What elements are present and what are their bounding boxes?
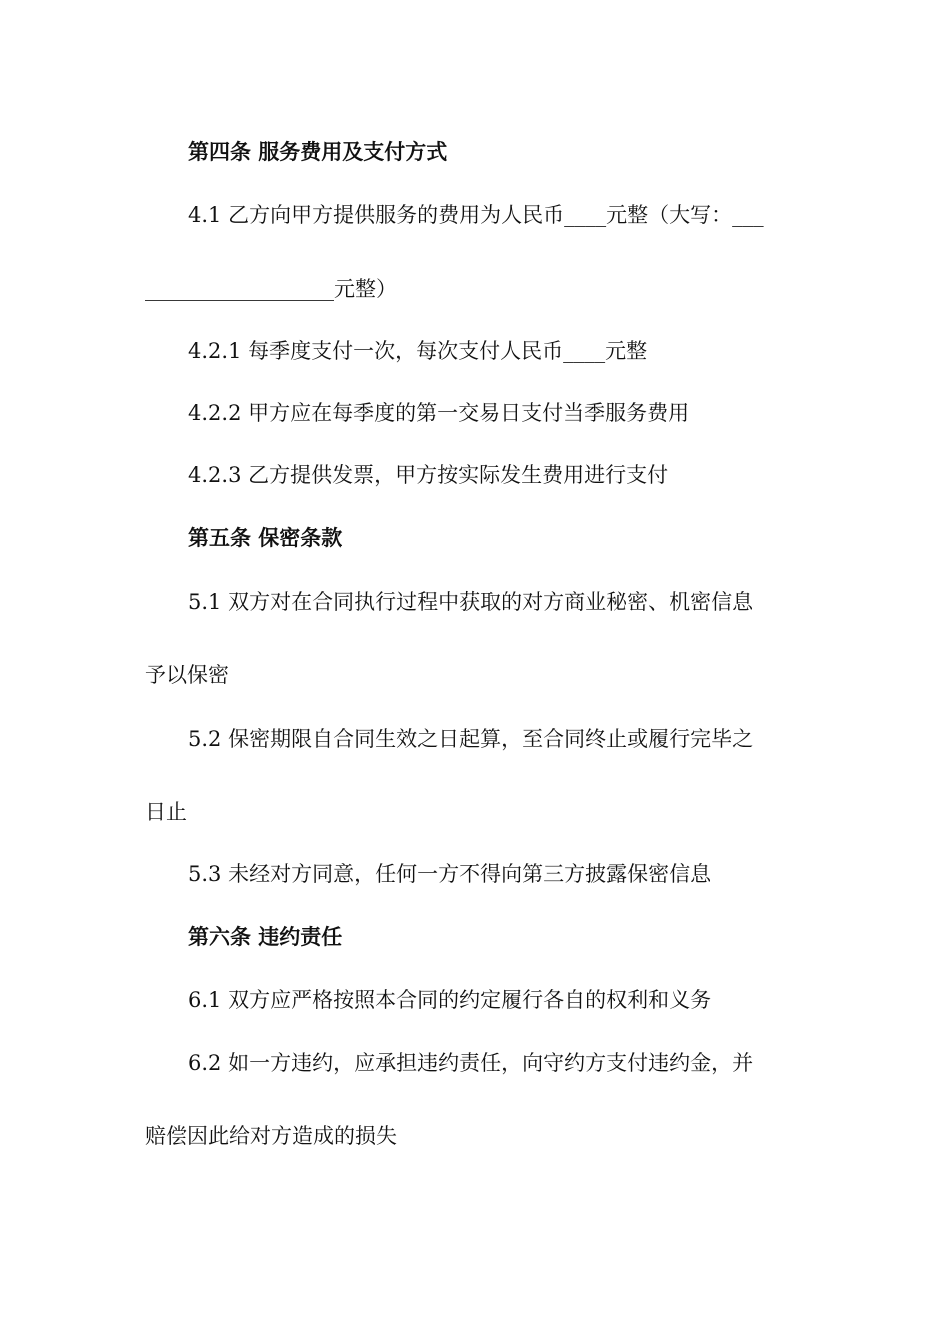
- article-5-heading: 第五条 保密条款: [188, 526, 343, 550]
- clause-5-2-continued: 日止: [145, 800, 187, 824]
- clause-4-1-continued: __________________元整）: [145, 277, 397, 301]
- clause-4-2-1: 4.2.1 每季度支付一次，每次支付人民币____元整: [188, 339, 648, 363]
- clause-5-2: 5.2 保密期限自合同生效之日起算，至合同终止或履行完毕之: [188, 727, 754, 751]
- clause-4-2-3: 4.2.3 乙方提供发票，甲方按实际发生费用进行支付: [188, 463, 669, 487]
- article-6-heading: 第六条 违约责任: [188, 925, 343, 949]
- clause-6-1: 6.1 双方应严格按照本合同的约定履行各自的权利和义务: [188, 988, 712, 1012]
- clause-5-1-continued: 予以保密: [145, 663, 229, 687]
- clause-6-2: 6.2 如一方违约，应承担违约责任，向守约方支付违约金，并: [188, 1051, 754, 1075]
- clause-4-1: 4.1 乙方向甲方提供服务的费用为人民币____元整（大写：___: [188, 203, 764, 227]
- clause-5-3: 5.3 未经对方同意，任何一方不得向第三方披露保密信息: [188, 862, 712, 886]
- article-4-heading: 第四条 服务费用及支付方式: [188, 140, 448, 164]
- clause-5-1: 5.1 双方对在合同执行过程中获取的对方商业秘密、机密信息: [188, 590, 754, 614]
- clause-6-2-continued: 赔偿因此给对方造成的损失: [145, 1124, 397, 1148]
- clause-4-2-2: 4.2.2 甲方应在每季度的第一交易日支付当季服务费用: [188, 401, 690, 425]
